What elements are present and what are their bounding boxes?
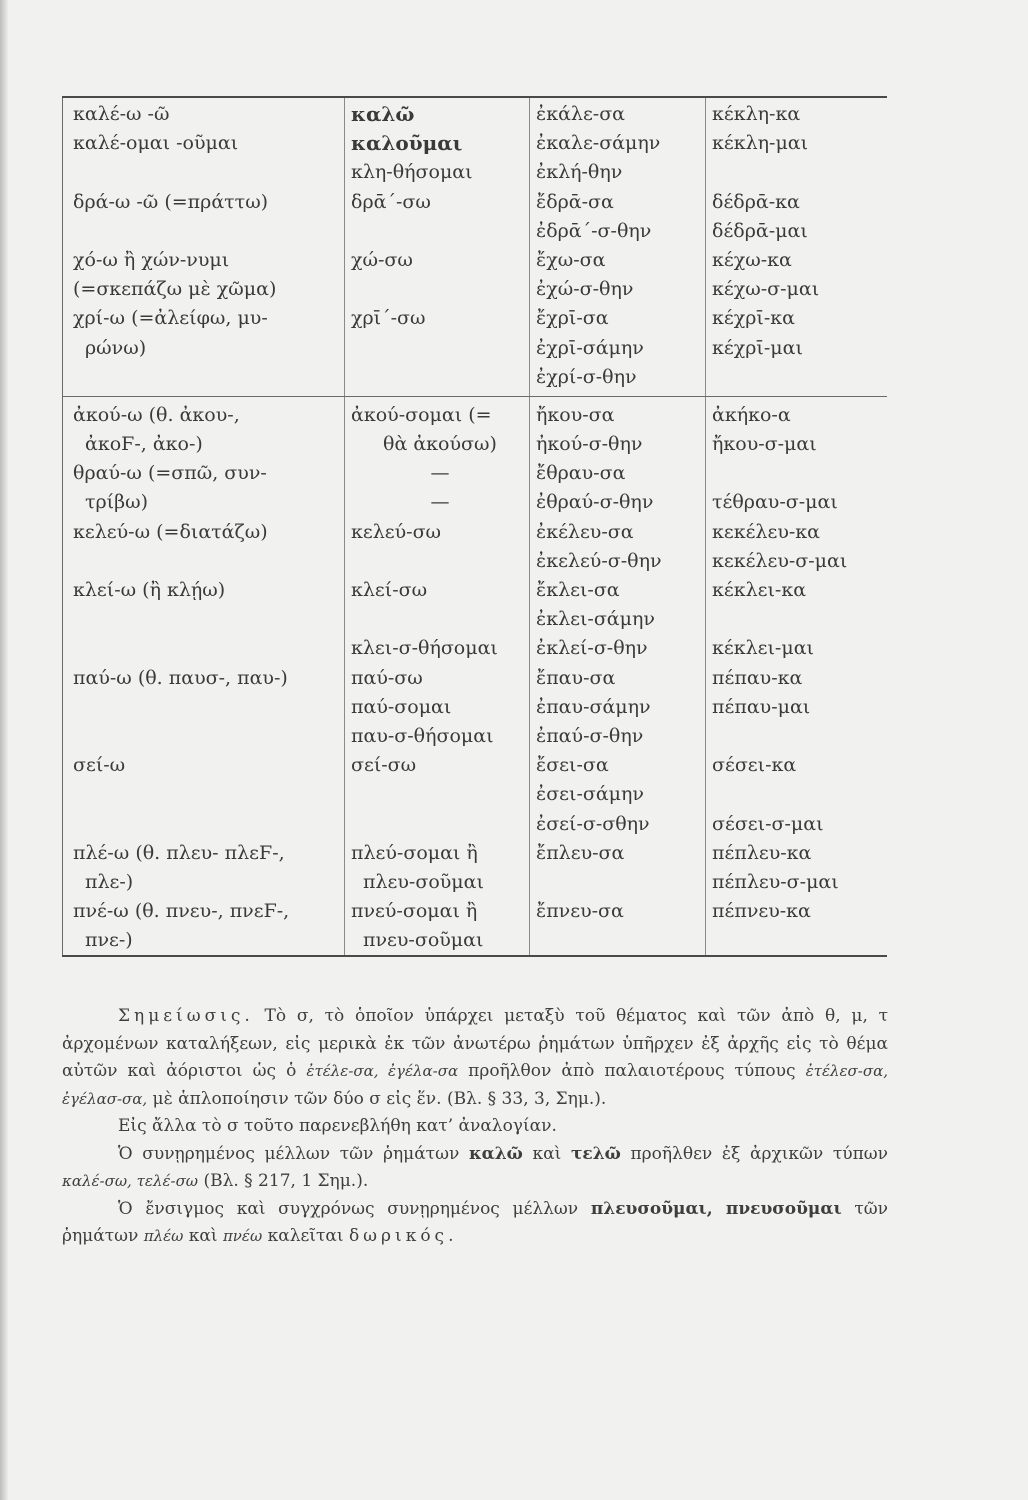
table-cell	[712, 363, 887, 392]
table-cell	[351, 275, 529, 304]
table-cell: πνεύ-σομαι ἢ	[351, 900, 478, 923]
table-cell: παύ-ω (θ. παυσ-, παυ-)	[73, 666, 288, 689]
table-cell: κέχρῑ-κα	[712, 307, 795, 330]
table-cell: χρῑ΄-σω	[351, 307, 426, 330]
note-italic: ἐτέλε-σα, ἐγέλα-σα	[306, 1062, 459, 1080]
table-cell	[712, 459, 887, 488]
table-cell: τέθραυ-σ-μαι	[712, 491, 838, 514]
table-cell: ἔσει-σα	[536, 754, 609, 777]
note-text: προῆλθεν ἐξ ἀρχικῶν τύπων	[620, 1143, 888, 1164]
table-cell	[73, 810, 344, 839]
table-cell	[351, 605, 529, 634]
future-column	[345, 97, 530, 396]
table-cell	[73, 217, 344, 246]
note-paragraph	[62, 1141, 888, 1196]
table-cell: παυ-σ-θήσομαι	[351, 724, 494, 747]
table-cell: ἐθραύ-σ-θην	[536, 491, 654, 514]
table-cell: κέχρῑ-μαι	[712, 336, 803, 359]
table-cell	[712, 605, 887, 634]
table-cell: —	[430, 462, 450, 485]
table-cell: ἐκλει-σάμην	[536, 608, 655, 631]
table-cell	[73, 780, 344, 809]
table-cell	[712, 158, 887, 187]
future-column	[345, 396, 530, 956]
note-heading: Σημείωσις.	[118, 1006, 254, 1026]
table-cell: κέκλει-κα	[712, 579, 807, 601]
table-cell: πέπλευ-σ-μαι	[712, 870, 839, 893]
table-cell: —	[430, 491, 450, 514]
table-cell: καλέ-ομαι -οῦμαι	[73, 132, 239, 155]
note-paragraph	[62, 1196, 888, 1251]
conjugation-table-wrap	[62, 96, 886, 957]
table-cell: (=σκεπάζω μὲ χῶμα)	[73, 278, 277, 301]
table-cell: ἔχρῑ-σα	[536, 307, 609, 330]
conjugation-table	[62, 96, 887, 957]
table-cell: χρί-ω (=ἀλείφω, μυ-	[73, 307, 268, 330]
table-cell: πέπνευ-κα	[712, 900, 811, 923]
table-cell: πλέ-ω (θ. πλευ- πλεϜ-,	[73, 841, 285, 864]
table-cell	[351, 547, 529, 576]
aorist-column	[530, 97, 706, 396]
note-italic: καλέ-σω, τελέ-σω	[62, 1172, 199, 1190]
table-cell: δρᾱ΄-σω	[351, 190, 431, 213]
table-cell: ἔπλευ-σα	[536, 841, 625, 864]
table-cell	[536, 926, 705, 955]
present-column	[63, 97, 345, 396]
note-text: προῆλθον ἀπὸ παλαιοτέρους τύπους	[458, 1061, 806, 1081]
note-bold: τελῶ	[570, 1143, 621, 1164]
table-cell: θὰ ἀκούσω)	[383, 433, 497, 456]
present-column	[63, 396, 345, 956]
note-text: καὶ	[522, 1143, 571, 1164]
table-cell: ἐδρᾱ΄-σ-θην	[536, 219, 652, 242]
table-cell: καλέ-ω -ῶ	[73, 103, 170, 125]
table-cell: ἔθραυ-σα	[536, 462, 626, 485]
table-cell: σέσει-κα	[712, 754, 797, 777]
note-paragraph	[62, 1003, 888, 1113]
note-text: καλεῖται	[262, 1226, 349, 1246]
table-cell: ἐκέλευ-σα	[536, 520, 634, 543]
table-cell: ἐκελεύ-σ-θην	[536, 549, 662, 572]
page-edge	[0, 0, 8, 1500]
table-cell: πνε-)	[85, 929, 133, 952]
table-cell	[351, 363, 529, 392]
note-bold: πλευσοῦμαι, πνευσοῦμαι	[590, 1198, 842, 1219]
table-cell: ἐκλεί-σ-θην	[536, 637, 648, 660]
table-cell: χώ-σω	[351, 248, 413, 271]
table-cell	[73, 605, 344, 634]
table-cell: ἔπνευ-σα	[536, 900, 624, 923]
note-spaced: δωρικός	[348, 1226, 449, 1246]
table-cell: ἐσει-σάμην	[536, 783, 644, 806]
table-cell: σεί-ω	[73, 754, 126, 777]
table-cell: δέδρᾱ-μαι	[712, 219, 808, 242]
table-cell: παύ-σομαι	[351, 695, 452, 718]
table-cell: κέκλη-κα	[712, 103, 801, 125]
aorist-column	[530, 396, 706, 956]
note-text: τῶν ῥημάτων	[62, 1198, 888, 1246]
table-cell: ἔκλει-σα	[536, 579, 620, 601]
table-group	[63, 97, 887, 396]
table-cell: κλεί-ω (ἢ κλῄω)	[73, 579, 226, 601]
table-cell: κέκλει-μαι	[712, 637, 814, 660]
table-cell	[73, 634, 344, 663]
table-cell: ἤκου-σ-μαι	[712, 433, 817, 456]
table-cell	[351, 810, 529, 839]
table-cell: σέσει-σ-μαι	[712, 812, 824, 835]
table-cell: ἀκού-ω (θ. ἀκου-,	[73, 403, 240, 426]
table-cell	[73, 693, 344, 722]
table-cell: παύ-σω	[351, 666, 423, 689]
table-cell: ἤκου-σα	[536, 403, 615, 426]
table-cell	[351, 217, 529, 246]
table-cell: ἔπαυ-σα	[536, 666, 616, 689]
note-text: μὲ ἁπλοποίησιν τῶν δύο σ εἰς ἕν. (Βλ. § 33, 3, Σημ.).	[147, 1088, 607, 1109]
table-cell: δρά-ω -ῶ (=πράττω)	[73, 190, 269, 213]
table-cell: ἐχώ-σ-θην	[536, 278, 634, 301]
table-cell: ἐκάλε-σα	[536, 103, 626, 125]
table-cell: θραύ-ω (=σπῶ, συν-	[73, 462, 267, 485]
note-italic: πλέω	[143, 1227, 184, 1245]
table-cell	[73, 363, 344, 392]
note-paragraph: Εἰς ἄλλα τὸ σ τοῦτο παρενεβλήθη κατ’ ἀναλογίαν.	[118, 1116, 557, 1136]
table-cell: πέπαυ-μαι	[712, 695, 811, 718]
table-cell: ἔχω-σα	[536, 248, 606, 271]
table-cell	[351, 780, 529, 809]
table-cell: ἐκλή-θην	[536, 161, 623, 184]
note-text: (Βλ. § 217, 1 Σημ.).	[198, 1171, 369, 1191]
table-group	[63, 396, 887, 956]
table-cell: ἐχρῑ-σάμην	[536, 336, 644, 359]
table-cell: ἔδρᾱ-σα	[536, 190, 614, 213]
note-text: Ὁ συνῃρημένος μέλλων τῶν ῥημάτων	[118, 1143, 469, 1164]
note-text: Τὸ σ, τὸ ὁποῖον ὑπάρχει μεταξὺ τοῦ θέματος καὶ τῶν ἀπὸ θ, μ, τ ἀρχομένων καταλήξεων, εἰς μερικὰ ἐκ τῶν ἀνωτέρω ῥημάτων ὑπῆρχεν ἐξ ἀρχῆς εἰς τὸ θέμα αὐτῶν καὶ ἀόριστοι ὡς ὁ	[62, 1006, 888, 1081]
table-cell	[73, 722, 344, 751]
table-cell: πνευ-σοῦμαι	[363, 929, 484, 952]
table-cell: καλῶ	[351, 102, 415, 126]
note-text: .	[448, 1226, 454, 1246]
table-cell: κεκέλευ-κα	[712, 520, 820, 543]
table-cell: ἐχρί-σ-θην	[536, 365, 637, 388]
table-cell: χό-ω ἢ χών-νυμι	[73, 248, 230, 271]
note-italic: πνέω	[222, 1227, 263, 1245]
table-cell: πνέ-ω (θ. πνευ-, πνεϜ-,	[73, 900, 290, 923]
table-cell	[536, 868, 705, 897]
table-cell: δέδρᾱ-κα	[712, 190, 800, 213]
table-cell: κλει-σ-θήσομαι	[351, 637, 498, 660]
table-cell	[712, 722, 887, 751]
perfect-column	[706, 97, 887, 396]
table-cell: ἠκού-σ-θην	[536, 433, 643, 456]
table-cell: κελεύ-σω	[351, 520, 442, 543]
notes-section	[62, 1003, 888, 1251]
table-cell: ἐσεί-σ-σθην	[536, 812, 650, 835]
table-cell: σεί-σω	[351, 754, 417, 777]
table-cell: πέπλευ-κα	[712, 841, 812, 864]
table-cell: ἐπαύ-σ-θην	[536, 724, 644, 747]
table-cell	[712, 926, 887, 955]
table-cell: πλευ-σοῦμαι	[363, 870, 484, 893]
table-cell: καλοῦμαι	[351, 131, 463, 156]
table-cell: κέκλη-μαι	[712, 132, 809, 155]
table-cell: ἀκοϜ-, ἀκο-)	[85, 433, 203, 456]
table-cell	[351, 334, 529, 363]
note-text: Ὁ ἔνσιγμος καὶ συγχρόνως συνῃρημένος μέλλων	[118, 1198, 591, 1219]
table-cell: κέχω-κα	[712, 248, 792, 271]
table-cell: πλε-)	[85, 870, 134, 893]
table-cell: κέχω-σ-μαι	[712, 278, 820, 301]
table-cell: κεκέλευ-σ-μαι	[712, 549, 848, 572]
table-cell: ἐπαυ-σάμην	[536, 695, 651, 718]
note-bold: καλῶ	[468, 1143, 523, 1164]
note-text: καὶ	[183, 1226, 223, 1246]
table-cell	[73, 158, 344, 187]
note-italic: ἐτέλεσ-σα, ἐγέλασ-σα,	[62, 1062, 888, 1108]
perfect-column	[706, 396, 887, 956]
table-cell: ἀκού-σομαι (=	[351, 403, 492, 426]
table-cell: τρίβω)	[85, 491, 149, 514]
table-cell: κλεί-σω	[351, 579, 428, 601]
table-cell	[712, 780, 887, 809]
table-cell: ρώνω)	[85, 336, 147, 359]
table-cell: πέπαυ-κα	[712, 666, 803, 689]
table-cell: ἐκαλε-σάμην	[536, 132, 661, 155]
table-cell: πλεύ-σομαι ἢ	[351, 841, 478, 864]
table-cell: κελεύ-ω (=διατάζω)	[73, 520, 268, 543]
table-cell	[73, 547, 344, 576]
table-cell: ἀκήκο-α	[712, 403, 791, 426]
table-cell: κλη-θήσομαι	[351, 161, 473, 184]
